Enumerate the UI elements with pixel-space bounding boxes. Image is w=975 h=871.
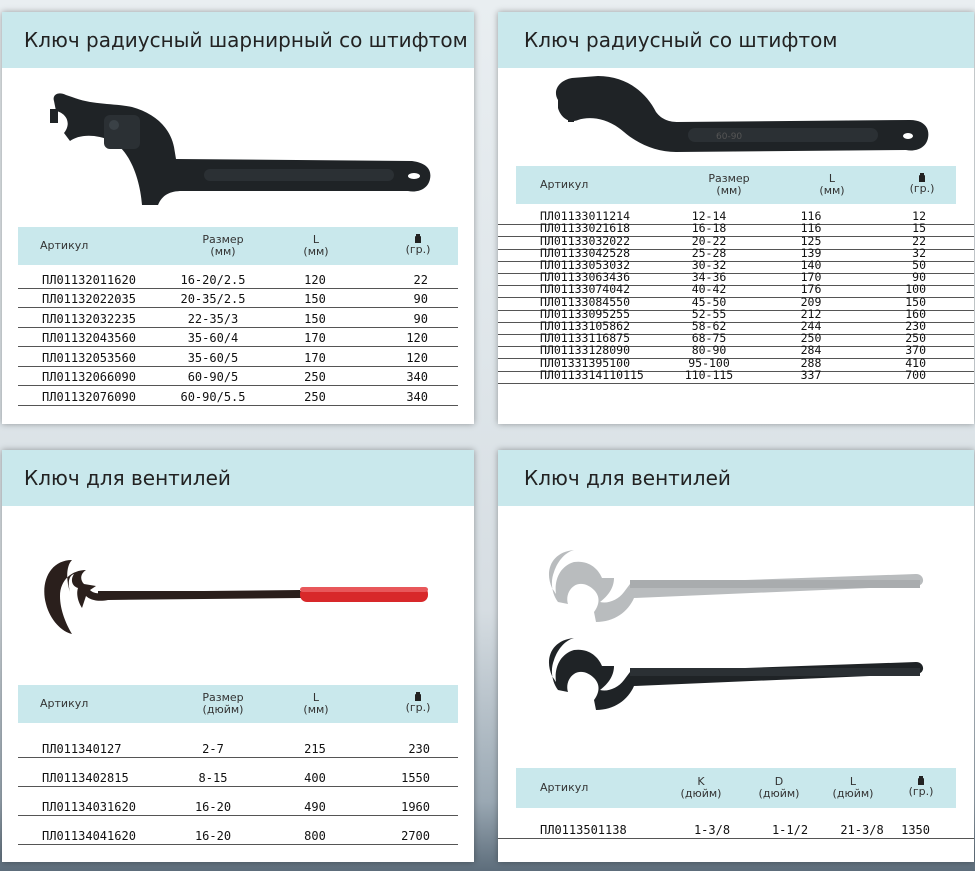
table-cell: 8-15	[198, 771, 228, 785]
table-cell: 244	[800, 318, 822, 333]
table-cell: 68-75	[691, 331, 727, 346]
header-size-unit: (мм)	[210, 245, 236, 258]
table-cell: ПЛ011340127	[42, 742, 122, 756]
header-length: L	[312, 233, 320, 246]
table-cell: 50	[912, 257, 926, 272]
table-cell: 150	[304, 311, 326, 326]
panel-valve-wrench-red	[2, 450, 474, 862]
table-cell: 160	[905, 306, 926, 321]
table-cell: 60-90/5	[187, 370, 239, 384]
table-cell: 60-90/5.5	[180, 389, 246, 404]
table-cell: 90	[413, 292, 428, 306]
table-cell: ПЛ01133042528	[540, 245, 631, 260]
table-cell: 125	[800, 233, 822, 248]
table-cell: 95-100	[688, 355, 730, 370]
table-cell: ПЛ01133074042	[540, 282, 631, 297]
table-cell: 45-50	[691, 294, 727, 309]
table-cell: 139	[800, 245, 822, 260]
panel-valve-wrench-pair	[498, 450, 974, 862]
table-cell: 170	[304, 350, 326, 365]
table-cell: ПЛ01133116875	[540, 331, 631, 346]
table-cell: ПЛ01133011214	[540, 209, 631, 224]
table-cell: 12-14	[691, 209, 727, 224]
table-cell: 32	[912, 245, 926, 260]
header-size-unit: (мм)	[716, 184, 742, 197]
table-cell: ПЛ01133032022	[540, 233, 631, 248]
table-cell: 2-7	[202, 742, 224, 756]
table-cell: 120	[406, 331, 428, 345]
table-cell: 20-35/2.5	[180, 292, 246, 306]
table-cell: 170	[304, 331, 326, 345]
table-cell: ПЛ01132011620	[42, 272, 136, 287]
table-cell: 230	[905, 318, 926, 333]
table-cell: ПЛ01133084550	[540, 294, 631, 309]
table-cell: 410	[905, 355, 926, 370]
header-article: Артикул	[540, 781, 589, 794]
tool-stamp: 60-90	[716, 132, 743, 142]
table-row	[498, 816, 974, 839]
table-cell: 100	[905, 282, 926, 297]
table-cell: 250	[304, 370, 326, 384]
table-cell: 120	[406, 350, 428, 365]
table-cell: 30-32	[691, 257, 727, 272]
table-cell: 400	[304, 771, 326, 785]
table-cell: 212	[800, 306, 822, 321]
table-cell: 52-55	[691, 306, 727, 321]
table-cell: 150	[905, 294, 926, 309]
table-row	[18, 757, 458, 787]
header-length: L	[849, 775, 857, 788]
table-cell: 370	[905, 343, 926, 358]
header-weight-unit: (гр.)	[908, 785, 934, 798]
table-body	[498, 450, 974, 862]
header-length-unit: (мм)	[819, 184, 845, 197]
table-cell: 16-20	[194, 800, 232, 814]
table-row	[18, 728, 458, 758]
table-body	[498, 12, 974, 424]
table-row	[18, 346, 458, 367]
table-cell: 116	[800, 209, 822, 224]
table-cell: 58-62	[691, 318, 727, 333]
table-cell: 2700	[401, 829, 430, 843]
table-cell: 110-115	[684, 367, 734, 382]
panel-title: Ключ радиусный со штифтом	[498, 12, 974, 68]
header-d-unit: (дюйм)	[758, 787, 800, 800]
table-cell: 337	[800, 367, 822, 382]
table-cell: 250	[800, 331, 822, 346]
table-cell: 800	[304, 829, 326, 843]
header-weight-unit: (гр.)	[909, 182, 935, 195]
table-cell: ПЛ01133105862	[540, 318, 631, 333]
table-cell: 34-36	[691, 270, 727, 285]
table-cell: 700	[905, 367, 926, 382]
table-cell: ПЛ01133053032	[540, 257, 631, 272]
table-cell: 150	[304, 292, 326, 306]
table-cell: 340	[406, 370, 428, 384]
header-length: L	[828, 172, 836, 185]
table-row	[18, 366, 458, 387]
header-size: Размер	[708, 172, 750, 185]
table-cell: ПЛ0113501138	[540, 823, 627, 837]
table-cell: ПЛ01132022035	[42, 292, 136, 306]
table-cell: 1550	[401, 771, 430, 785]
header-d: D	[774, 775, 784, 788]
table-cell: 35-60/4	[187, 331, 239, 345]
table-row	[18, 815, 458, 845]
table-cell: 80-90	[691, 343, 727, 358]
table-cell: 230	[408, 742, 430, 756]
table-cell: ПЛ01132076090	[42, 389, 136, 404]
table-cell: 284	[800, 343, 822, 358]
table-cell: 250	[905, 331, 926, 346]
header-article: Артикул	[40, 697, 89, 710]
table-cell: 16-20/2.5	[180, 272, 246, 287]
table-cell: 20-22	[691, 233, 727, 248]
table-cell: 16-18	[691, 221, 727, 236]
table-cell: 116	[800, 221, 822, 236]
header-length-unit: (мм)	[303, 703, 329, 716]
header-k: K	[697, 775, 705, 788]
table-cell: 22	[413, 272, 428, 287]
table-cell: 1-1/2	[771, 823, 809, 837]
header-article: Артикул	[540, 178, 589, 191]
header-length-unit: (дюйм)	[832, 787, 874, 800]
table-cell: 250	[304, 389, 326, 404]
panel-hinged-radius-wrench	[2, 12, 474, 424]
table-body	[18, 12, 458, 424]
table-cell: 215	[304, 742, 326, 756]
table-cell: 40-42	[691, 282, 727, 297]
header-size: Размер	[202, 691, 244, 704]
table-cell: ПЛ0113314110115	[540, 367, 644, 382]
header-length: L	[312, 691, 320, 704]
table-row	[18, 307, 458, 328]
table-cell: ПЛ01132053560	[42, 350, 136, 365]
header-k-unit: (дюйм)	[680, 787, 722, 800]
table-cell: 490	[304, 800, 326, 814]
header-weight-unit: (гр.)	[405, 243, 431, 256]
table-cell: ПЛ01133128090	[540, 343, 631, 358]
table-cell: ПЛ01133095255	[540, 306, 631, 321]
panel-radius-wrench	[498, 12, 974, 424]
table-row	[18, 288, 458, 309]
table-cell: 21-3/8	[840, 823, 884, 837]
table-body	[18, 450, 458, 862]
table-cell: ПЛ01133021618	[540, 221, 631, 236]
table-cell: 25-28	[691, 245, 727, 260]
header-weight-unit: (гр.)	[405, 701, 431, 714]
table-cell: 288	[800, 355, 822, 370]
table-row	[498, 367, 974, 384]
table-cell: ПЛ0113402815	[42, 771, 129, 785]
table-cell: 120	[304, 272, 326, 287]
table-cell: 22	[912, 233, 926, 248]
table-row	[18, 385, 458, 406]
table-cell: ПЛ01132066090	[42, 370, 136, 384]
header-article: Артикул	[40, 239, 89, 252]
table-cell: 15	[912, 221, 926, 236]
table-cell: 176	[800, 282, 822, 297]
table-cell: 1-3/8	[693, 823, 731, 837]
table-cell: 22-35/3	[187, 311, 239, 326]
table-cell: ПЛ01134041620	[42, 829, 136, 843]
table-cell: ПЛ01132032235	[42, 311, 136, 326]
table-row	[18, 268, 458, 289]
table-row	[18, 786, 458, 816]
table-cell: 140	[800, 257, 822, 272]
header-length-unit: (мм)	[303, 245, 329, 258]
table-cell: ПЛ01132043560	[42, 331, 136, 345]
table-cell: ПЛ01134031620	[42, 800, 136, 814]
header-size: Размер	[202, 233, 244, 246]
table-row	[18, 327, 458, 348]
table-cell: 35-60/5	[187, 350, 239, 365]
table-cell: 209	[800, 294, 822, 309]
table-cell: 90	[413, 311, 428, 326]
header-size-unit: (дюйм)	[202, 703, 244, 716]
table-cell: 12	[912, 209, 926, 224]
table-cell: ПЛ01331395100	[540, 355, 631, 370]
table-cell: 16-20	[194, 829, 232, 843]
table-cell: 170	[800, 270, 822, 285]
panel-title: Ключ для вентилей	[2, 450, 474, 506]
table-cell: 1350	[901, 823, 930, 837]
table-cell: 90	[912, 270, 926, 285]
table-cell: 340	[406, 389, 428, 404]
panel-title: Ключ радиусный шарнирный со штифтом	[2, 12, 474, 68]
table-cell: ПЛ01133063436	[540, 270, 631, 285]
panel-title: Ключ для вентилей	[498, 450, 974, 506]
table-cell: 1960	[401, 800, 430, 814]
